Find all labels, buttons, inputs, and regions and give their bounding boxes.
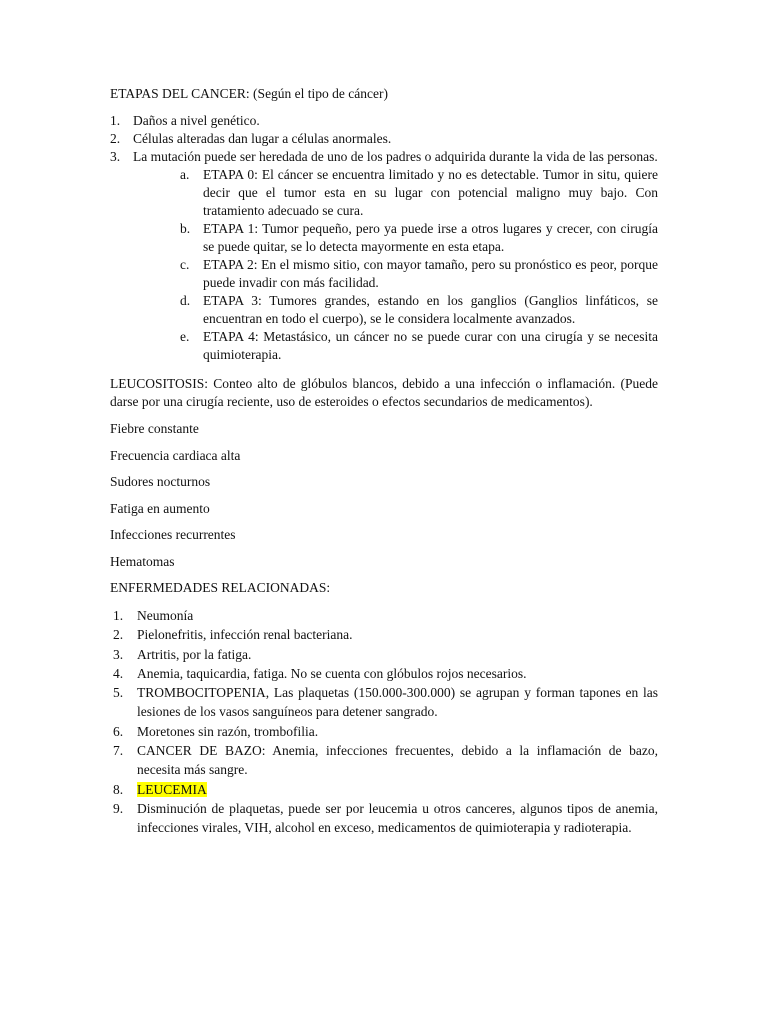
symptom-line: Sudores nocturnos xyxy=(110,474,211,489)
sublist-letter: e. xyxy=(180,329,190,344)
list-item xyxy=(110,606,658,625)
sublist-letter: d. xyxy=(180,293,191,308)
list-item-text: Neumonía xyxy=(137,608,194,623)
stages-heading: ETAPAS DEL CANCER: (Según el tipo de cáncer) xyxy=(110,86,389,101)
list-item xyxy=(110,664,658,683)
leucocitosis-paragraph: LEUCOSITOSIS: Conteo alto de glóbulos blancos, debido a una infección o inflamación. (Puede darse por una cirugía reciente, uso de esteroides o efectos secundarios de medicamentos). xyxy=(110,376,658,409)
list-item xyxy=(110,741,658,780)
list-number: 6. xyxy=(113,723,124,739)
sublist-item-text: ETAPA 3: Tumores grandes, estando en los ganglios (Ganglios linfáticos, se encuentran en todo el cuerpo), se le considera localmente avanzados. xyxy=(203,293,658,326)
sublist-letter: c. xyxy=(180,257,190,272)
list-item xyxy=(110,130,658,148)
list-item-text: Anemia, taquicardia, fatiga. No se cuenta con glóbulos rojos necesarios. xyxy=(137,665,527,681)
sublist-item xyxy=(180,328,658,364)
highlighted-text: LEUCEMIA xyxy=(137,781,207,797)
list-item-text: Daños a nivel genético. xyxy=(133,113,260,128)
list-item xyxy=(110,148,658,364)
list-number: 2. xyxy=(113,627,124,643)
list-item-text: Células alteradas dan lugar a células anormales. xyxy=(133,131,392,146)
list-item xyxy=(110,645,658,664)
sublist-item xyxy=(180,166,658,220)
symptom-line: Hematomas xyxy=(110,553,175,569)
related-list xyxy=(110,606,658,838)
sublist-item xyxy=(180,220,658,256)
sublist-item xyxy=(180,292,658,328)
list-number: 4. xyxy=(113,665,124,681)
sublist-letter: b. xyxy=(180,221,191,236)
symptom-line: Fatiga en aumento xyxy=(110,500,210,516)
list-number: 1. xyxy=(113,608,124,623)
symptom-line: Fiebre constante xyxy=(110,421,199,436)
related-heading: ENFERMEDADES RELACIONADAS: xyxy=(110,580,331,595)
symptom-line: Frecuencia cardiaca alta xyxy=(110,447,241,463)
list-number: 9. xyxy=(113,800,124,816)
sublist-letter: a. xyxy=(180,167,190,182)
list-item xyxy=(110,799,658,838)
sublist-item xyxy=(180,256,658,292)
list-item-text: Artritis, por la fatiga. xyxy=(137,646,252,662)
list-number: 2. xyxy=(110,131,121,146)
stages-sublist xyxy=(180,166,658,364)
list-item-text: Moretones sin razón, trombofilia. xyxy=(137,723,319,739)
list-number: 1. xyxy=(110,113,121,128)
list-number: 5. xyxy=(113,685,124,701)
list-item-text: Pielonefritis, infección renal bacteriana. xyxy=(137,627,353,643)
list-number: 8. xyxy=(113,781,124,797)
sublist-item-text: ETAPA 0: El cáncer se encuentra limitado y no es detectable. Tumor in situ, quiere decir que el tumor esta en su lugar con potencial maligno muy bajo. Con tratamiento adecuado se cura. xyxy=(203,167,658,218)
list-item-text: La mutación puede ser heredada de uno de los padres o adquirida durante la vida de las personas. xyxy=(133,149,658,164)
list-item xyxy=(110,722,658,741)
list-item xyxy=(110,780,658,799)
document-page xyxy=(110,85,658,849)
list-item xyxy=(110,683,658,722)
symptom-line: Infecciones recurrentes xyxy=(110,527,236,542)
stages-list xyxy=(110,112,658,364)
list-item xyxy=(110,112,658,130)
list-item-text: TROMBOCITOPENIA, Las plaquetas (150.000-300.000) se agrupan y forman tapones en las lesiones de los vasos sanguíneos para detener sangrado. xyxy=(137,685,658,720)
sublist-item-text: ETAPA 1: Tumor pequeño, pero ya puede irse a otros lugares y crecer, con cirugía se puede quitar, se lo detecta mayormente en esta etapa. xyxy=(203,221,658,254)
list-number: 7. xyxy=(113,743,124,759)
list-number: 3. xyxy=(113,646,124,662)
sublist-item-text: ETAPA 4: Metastásico, un cáncer no se puede curar con una cirugía y se necesita quimioterapia. xyxy=(203,329,658,362)
list-number: 3. xyxy=(110,149,121,164)
sublist-item-text: ETAPA 2: En el mismo sitio, con mayor tamaño, pero su pronóstico es peor, porque puede invadir con más facilidad. xyxy=(203,257,658,290)
list-item-text: CANCER DE BAZO: Anemia, infecciones frecuentes, debido a la inflamación de bazo, necesita más sangre. xyxy=(137,743,658,778)
list-item-text: Disminución de plaquetas, puede ser por leucemia u otros canceres, algunos tipos de anemia, infecciones virales, VIH, alcohol en exceso, medicamentos de quimioterapia y radioterapia. xyxy=(137,800,658,836)
list-item xyxy=(110,625,658,644)
